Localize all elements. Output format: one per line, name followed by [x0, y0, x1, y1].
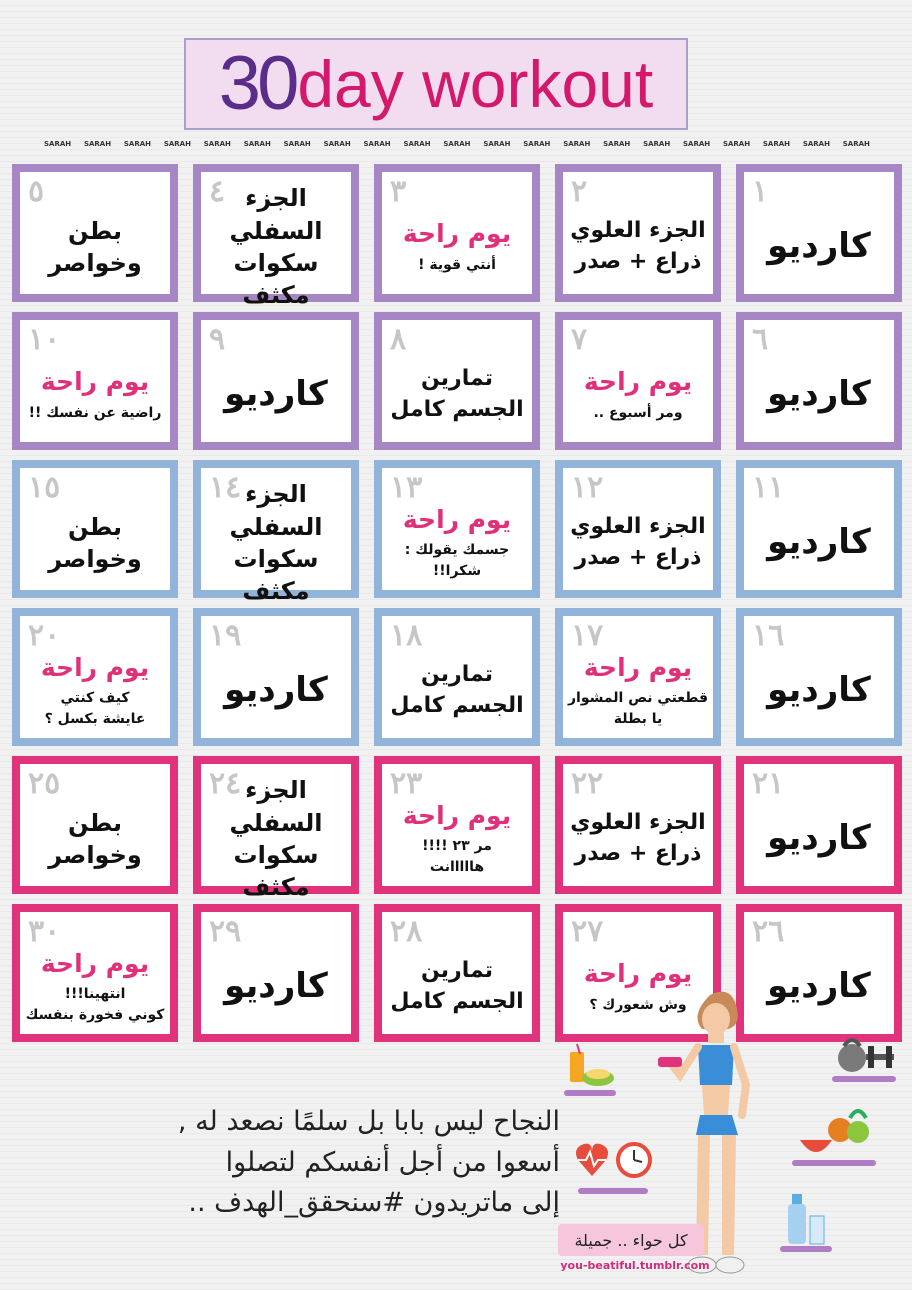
exercise-label: الجزء العلوي — [570, 514, 706, 540]
exercise-label: سكوات مكثف — [233, 249, 319, 310]
exercise-label: ذراع + صدر — [574, 249, 702, 274]
day-content — [24, 354, 166, 436]
title-banner — [184, 38, 688, 130]
day-content — [24, 502, 166, 584]
quote-line-2: أسعوا من أجل أنفسكم لتصلوا — [225, 1146, 560, 1178]
exercise-label: الجزء السفلي — [229, 480, 323, 541]
day-cell — [555, 460, 721, 598]
exercise-label: بطن — [68, 808, 122, 837]
day-number: ٤ — [209, 174, 226, 209]
signature-word: SARAH — [323, 140, 351, 148]
rest-day-label: يوم راحة — [583, 367, 693, 397]
signature-word: SARAH — [563, 140, 591, 148]
exercise-label: كارديو — [224, 966, 328, 1007]
signature-word: SARAH — [842, 140, 870, 148]
signature-word: SARAH — [483, 140, 511, 148]
day-cell — [555, 164, 721, 302]
signature-word: SARAH — [603, 140, 631, 148]
day-number: ٢٧ — [571, 914, 604, 949]
day-cell — [12, 608, 178, 746]
rest-day-label: يوم راحة — [40, 652, 150, 682]
day-content — [748, 206, 890, 288]
day-number: ١٧ — [571, 618, 604, 653]
day-number: ٨ — [390, 322, 407, 357]
exercise-label: الجزء السفلي — [229, 184, 323, 245]
day-note-line: وش شعورك ؟ — [589, 996, 687, 1013]
exercise-label: كارديو — [224, 670, 328, 711]
exercise-label: ذراع + صدر — [574, 841, 702, 866]
day-number: ١٥ — [28, 470, 61, 505]
signature-word: SARAH — [762, 140, 790, 148]
signature-word: SARAH — [802, 140, 830, 148]
day-cell — [193, 608, 359, 746]
signature-word: SARAH — [163, 140, 191, 148]
day-content — [386, 946, 528, 1028]
day-note-line: جسمك يقولك : — [404, 542, 510, 559]
rest-day-label: يوم راحة — [583, 959, 693, 989]
exercise-label: كارديو — [224, 374, 328, 415]
exercise-label: وخواصر — [48, 249, 142, 277]
day-cell — [193, 756, 359, 902]
day-cell — [193, 904, 359, 1042]
day-note-line: راضية عن نفسك !! — [28, 404, 162, 421]
day-number: ١٤ — [209, 470, 242, 505]
day-number: ١٠ — [28, 322, 61, 357]
quote-line-1: النجاح ليس بابا بل سلمًا نصعد له , — [177, 1106, 560, 1137]
signature-strip — [44, 140, 870, 152]
day-content — [386, 354, 528, 436]
day-content — [748, 798, 890, 880]
signature-word: SARAH — [203, 140, 231, 148]
day-note-line: عايشة بكسل ؟ — [44, 711, 146, 728]
exercise-label: كارديو — [767, 818, 871, 859]
day-cell — [374, 904, 540, 1042]
day-note-line: كيف كنتي — [60, 690, 130, 707]
day-number: ٢٥ — [28, 766, 61, 801]
day-note-line: كوني فخورة بنفسك — [25, 1007, 165, 1024]
day-content — [24, 798, 166, 880]
day-cell — [12, 312, 178, 450]
day-number: ٧ — [571, 322, 588, 357]
day-cell — [12, 904, 178, 1042]
day-content — [205, 184, 347, 310]
day-number: ٢١ — [752, 766, 785, 801]
brand-tagline: كل حواء .. جميلة — [558, 1224, 704, 1256]
day-content — [205, 946, 347, 1028]
exercise-label: كارديو — [767, 966, 871, 1007]
day-content — [386, 650, 528, 732]
day-cell — [12, 460, 178, 598]
day-number: ١٢ — [571, 470, 604, 505]
signature-word: SARAH — [243, 140, 271, 148]
day-content — [24, 946, 166, 1028]
day-cell — [193, 460, 359, 606]
exercise-label: تمارين — [421, 366, 493, 392]
day-number: ٣٠ — [28, 914, 61, 949]
exercise-label: الجزء السفلي — [229, 776, 323, 837]
day-cell — [193, 312, 359, 450]
day-content — [205, 650, 347, 732]
day-number: ٥ — [28, 174, 45, 209]
day-number: ٢٣ — [390, 766, 423, 801]
exercise-label: كارديو — [767, 374, 871, 415]
exercise-label: بطن — [68, 512, 122, 541]
exercise-label: وخواصر — [48, 545, 142, 573]
signature-word: SARAH — [403, 140, 431, 148]
signature-word: SARAH — [44, 140, 72, 148]
day-note — [29, 403, 162, 424]
day-number: ١٨ — [390, 618, 423, 653]
day-content — [567, 502, 709, 584]
day-content — [24, 206, 166, 288]
signature-word: SARAH — [83, 140, 112, 148]
day-cell — [736, 312, 902, 450]
day-number: ٢٨ — [390, 914, 423, 949]
day-cell — [555, 608, 721, 746]
day-content — [205, 354, 347, 436]
rest-day-label: يوم راحة — [40, 367, 150, 397]
day-number: ٢٤ — [209, 766, 242, 801]
exercise-label: كارديو — [767, 670, 871, 711]
day-cell — [374, 164, 540, 302]
rest-day-label: يوم راحة — [402, 219, 512, 249]
exercise-label: سكوات مكثف — [233, 841, 319, 902]
day-content — [386, 502, 528, 584]
day-cell — [555, 756, 721, 894]
day-note — [568, 688, 708, 730]
day-number: ٣ — [390, 174, 407, 209]
exercise-label: كارديو — [767, 522, 871, 563]
day-number: ٩ — [209, 322, 226, 357]
day-number: ١١ — [752, 470, 785, 505]
day-content — [748, 650, 890, 732]
kettlebell-dumbbell-icon — [832, 1030, 896, 1086]
day-content — [748, 502, 890, 584]
day-number: ٢٢ — [571, 766, 604, 801]
day-note — [45, 688, 146, 730]
day-cell — [374, 460, 540, 598]
day-note — [26, 984, 165, 1026]
day-cell — [736, 460, 902, 598]
day-note — [593, 403, 682, 424]
day-note-line: هااااانت — [429, 859, 485, 876]
day-note-line: أنتي قوية ! — [418, 256, 496, 273]
day-cell — [374, 312, 540, 450]
exercise-label: تمارين — [421, 662, 493, 688]
day-cell — [736, 756, 902, 894]
signature-word: SARAH — [283, 140, 311, 148]
exercise-label: تمارين — [421, 958, 493, 984]
exercise-label: الجزء العلوي — [570, 810, 706, 836]
quote-line-3: إلى ماتريدون #سنحقق_الهدف .. — [188, 1187, 560, 1218]
signature-word: SARAH — [722, 140, 751, 148]
day-cell — [12, 164, 178, 302]
rest-day-label: يوم راحة — [402, 800, 512, 830]
title-number: 30 — [218, 41, 296, 126]
juice-salad-icon — [560, 1040, 620, 1100]
day-note — [405, 540, 510, 582]
day-note — [422, 836, 492, 878]
rest-day-label: يوم راحة — [402, 504, 512, 534]
day-number: ١٩ — [209, 618, 242, 653]
day-cell — [12, 756, 178, 894]
workout-calendar-grid — [10, 164, 902, 1044]
signature-word: SARAH — [363, 140, 391, 148]
day-number: ١٦ — [752, 618, 785, 653]
day-note-line: قطعتي نص المشوار — [568, 690, 709, 707]
day-number: ٢٦ — [752, 914, 785, 949]
signature-word: SARAH — [443, 140, 471, 148]
day-content — [24, 650, 166, 732]
title-text: day workout — [297, 47, 654, 121]
day-note-line: ومر أسبوع .. — [593, 404, 683, 421]
rest-day-label: يوم راحة — [40, 948, 150, 978]
day-number: ٢٠ — [28, 618, 61, 653]
day-note-line: شكرا!! — [432, 563, 482, 580]
day-note-line: مر ٢٣ !!!! — [422, 838, 492, 855]
exercise-label: الجزء العلوي — [570, 218, 706, 244]
day-cell — [193, 164, 359, 310]
fruit-vegetables-icon — [792, 1100, 882, 1170]
day-note — [418, 255, 496, 276]
day-number: ٦ — [752, 322, 769, 357]
day-note-line: يا بطلة — [613, 711, 663, 728]
day-cell — [555, 312, 721, 450]
day-content — [567, 650, 709, 732]
signature-word: SARAH — [643, 140, 671, 148]
rest-day-label: يوم راحة — [583, 652, 693, 682]
day-cell — [736, 608, 902, 746]
exercise-label: بطن — [68, 216, 122, 245]
day-content — [386, 206, 528, 288]
day-content — [567, 206, 709, 288]
exercise-label: ذراع + صدر — [574, 545, 702, 570]
signature-word: SARAH — [523, 140, 551, 148]
day-cell — [374, 756, 540, 894]
day-number: ٢ — [571, 174, 588, 209]
exercise-label: الجسم كامل — [390, 693, 524, 718]
water-bottle-icon — [776, 1190, 836, 1254]
day-content — [567, 354, 709, 436]
exercise-label: الجسم كامل — [390, 989, 524, 1014]
signature-word: SARAH — [683, 140, 711, 148]
day-cell — [374, 608, 540, 746]
day-note-line: انتهينا!!! — [64, 986, 126, 1003]
signature-word: SARAH — [123, 140, 151, 148]
day-number: ١٣ — [390, 470, 423, 505]
brand-url: you-beatiful.tumblr.com — [560, 1259, 710, 1272]
day-number: ٢٩ — [209, 914, 242, 949]
day-number: ١ — [752, 174, 769, 209]
day-content — [748, 354, 890, 436]
day-content — [567, 798, 709, 880]
motivational-quote — [30, 1102, 560, 1224]
exercise-label: كارديو — [767, 226, 871, 267]
exercise-label: وخواصر — [48, 841, 142, 869]
heart-rate-icon — [572, 1132, 662, 1202]
exercise-label: سكوات مكثف — [233, 545, 319, 606]
day-content — [386, 798, 528, 880]
day-cell — [736, 164, 902, 302]
exercise-label: الجسم كامل — [390, 397, 524, 422]
